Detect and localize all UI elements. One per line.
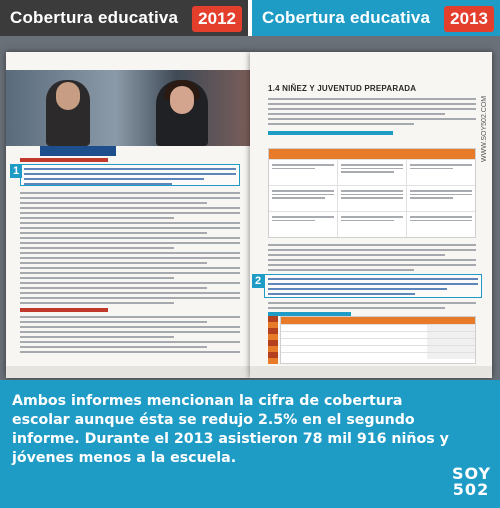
year-badge: 2012 (192, 6, 242, 32)
program-table (268, 148, 476, 238)
officials-photo (6, 70, 250, 146)
page-footer (250, 366, 492, 378)
banner-2013 (252, 0, 500, 36)
report-page-2012 (6, 52, 250, 378)
table-decoration (268, 316, 278, 364)
highlighted-passage (264, 274, 482, 298)
logo-line-1: SOY (452, 464, 492, 483)
caption-box (0, 380, 500, 508)
year-badge: 2013 (444, 6, 494, 32)
logo-line-2: 502 (452, 480, 490, 499)
report-photo (0, 36, 500, 380)
caption-text: Ambos informes mencionan la cifra de cobertura escolar aunque ésta se redujo 2.5% en el segundo informe. Durante el 2013 asistieron 78 mil 916 niños y jóvenes menos a la escuela. (12, 393, 449, 466)
banner-title: Cobertura educativa (10, 8, 179, 27)
page-footer (6, 366, 250, 378)
marker-2: 2 (252, 274, 264, 288)
text-lines (268, 244, 476, 274)
ministry-label (40, 146, 116, 156)
text-lines (20, 192, 240, 356)
person-figure (156, 80, 208, 146)
report-page-2013 (250, 52, 492, 378)
person-figure (46, 80, 90, 146)
soy502-logo (452, 466, 490, 498)
students-table (280, 316, 476, 364)
banner-2012 (0, 0, 248, 36)
section-title: 1.4 NIÑEZ Y JUVENTUD PREPARADA (268, 84, 417, 93)
marker-1: 1 (10, 164, 22, 178)
banner-title: Cobertura educativa (262, 8, 431, 27)
watermark-url: WWW.SOY502.COM (481, 95, 488, 162)
text-lines (268, 98, 476, 139)
highlighted-passage (20, 164, 240, 186)
